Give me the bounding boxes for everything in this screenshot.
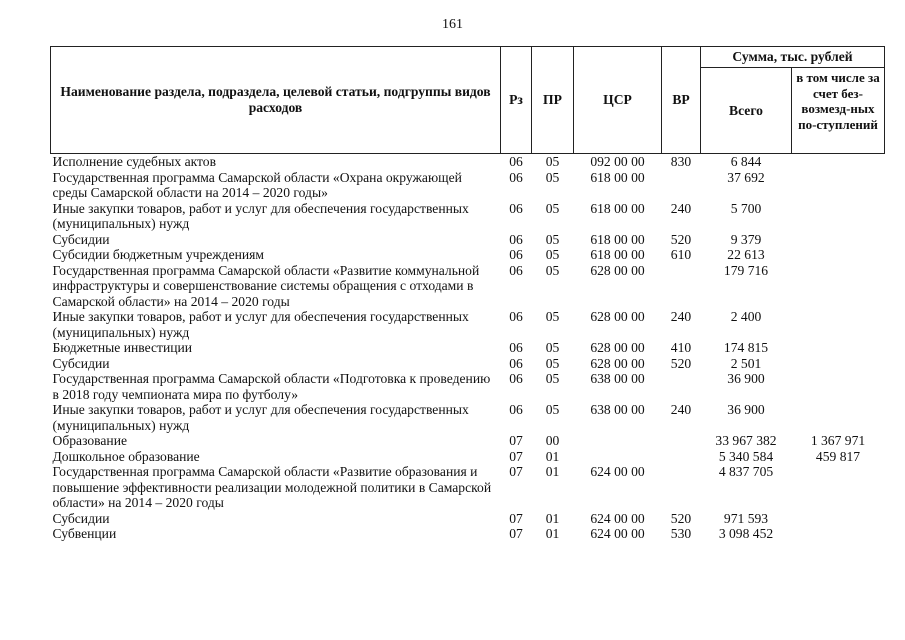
table-row: [51, 511, 885, 527]
cell-incl: [792, 263, 885, 310]
cell-rz: 06: [509, 247, 523, 262]
cell-incl: [792, 201, 885, 232]
cell-name: Субсидии: [52, 231, 110, 247]
header-sum-group: Сумма, тыс. рублей: [701, 47, 885, 68]
cell-name: Субсидии бюджетным учреждениям: [52, 247, 265, 262]
cell-name: Иные закупки товаров, работ и услуг для обеспечения государственных (муниципальных) нужд: [52, 402, 469, 433]
cell-rz: 07: [509, 526, 523, 541]
cell-rz: 06: [509, 309, 523, 324]
cell-incl: 459 817: [815, 448, 861, 464]
cell-incl: [792, 371, 885, 402]
cell-incl: [792, 232, 885, 248]
table-row: [51, 371, 885, 402]
cell-rz: 06: [509, 200, 523, 216]
cell-name: Иные закупки товаров, работ и услуг для обеспечения государственных (муниципальных) нужд: [52, 200, 469, 231]
cell-vr: 520: [670, 510, 692, 526]
cell-vr: [662, 449, 701, 465]
table-row: [51, 464, 885, 511]
table-row: [51, 356, 885, 372]
cell-incl: [792, 247, 885, 263]
cell-csr: 628 00 00: [590, 262, 645, 278]
cell-rz: 07: [509, 510, 523, 526]
cell-total: 5 700: [730, 200, 762, 216]
cell-name: Государственная программа Самарской области «Охрана окружающей среды Самарской области на 2014 – 2020 годы»: [52, 169, 462, 200]
table-row: [51, 201, 885, 232]
cell-total: 3 098 452: [718, 526, 774, 541]
cell-rz: 06: [509, 355, 523, 371]
cell-vr: 240: [670, 309, 692, 324]
cell-incl: [792, 154, 885, 170]
cell-total: 174 815: [723, 340, 769, 355]
cell-name: Бюджетные инвестиции: [52, 340, 193, 355]
cell-csr: 624 00 00: [590, 526, 645, 541]
cell-name: Иные закупки товаров, работ и услуг для обеспечения государственных (муниципальных) нужд: [52, 309, 469, 340]
cell-name: Субсидии: [52, 355, 110, 371]
cell-vr: 240: [670, 200, 692, 216]
cell-rz: 07: [509, 464, 523, 479]
cell-csr: 092 00 00: [590, 154, 645, 169]
cell-total: 6 844: [730, 154, 762, 169]
cell-csr: 618 00 00: [590, 247, 645, 262]
cell-pr: 05: [545, 169, 560, 185]
cell-incl: [792, 402, 885, 433]
cell-vr: 610: [670, 247, 692, 262]
cell-incl: [792, 309, 885, 340]
cell-pr: 01: [545, 464, 560, 479]
header-name: Наименование раздела, подраздела, целевой статьи, подгруппы видов расходов: [51, 47, 501, 154]
cell-pr: 05: [545, 402, 560, 417]
cell-total: 37 692: [727, 169, 765, 185]
cell-pr: 05: [545, 247, 560, 262]
cell-incl: [792, 170, 885, 201]
header-incl: в том числе за счет без-возмезд-ных по-ступлений: [792, 68, 885, 154]
cell-vr: 410: [670, 340, 692, 355]
cell-pr: 05: [545, 340, 560, 355]
table-row: [51, 449, 885, 465]
cell-total: 33 967 382: [715, 433, 777, 448]
cell-pr: 05: [545, 309, 560, 324]
cell-csr: 628 00 00: [590, 355, 645, 371]
table-body: [51, 154, 885, 542]
cell-rz: 06: [509, 340, 523, 355]
cell-vr: [662, 433, 701, 449]
cell-total: 2 501: [730, 355, 762, 371]
table-header: [51, 47, 885, 154]
cell-vr: 520: [670, 231, 692, 247]
cell-rz: 07: [509, 448, 523, 464]
table-row: [51, 402, 885, 433]
cell-vr: 830: [670, 154, 692, 169]
cell-rz: 06: [509, 262, 523, 278]
cell-pr: 05: [545, 231, 560, 247]
cell-pr: 01: [545, 448, 560, 464]
cell-vr: [662, 464, 701, 511]
cell-rz: 06: [509, 231, 523, 247]
cell-total: 22 613: [727, 247, 765, 262]
table-row: [51, 340, 885, 356]
cell-total: 36 900: [727, 402, 765, 417]
cell-incl: [792, 356, 885, 372]
cell-name: Дошкольное образование: [52, 448, 200, 464]
table-row: [51, 247, 885, 263]
cell-total: 9 379: [730, 231, 762, 247]
table-row: [51, 170, 885, 201]
cell-incl: [792, 464, 885, 511]
cell-pr: 01: [545, 510, 560, 526]
header-total: Всего: [701, 68, 792, 154]
cell-name: Субвенции: [52, 526, 117, 541]
header-vr: ВР: [662, 47, 701, 154]
cell-csr: 638 00 00: [590, 402, 645, 417]
header-csr: ЦСР: [574, 47, 662, 154]
table-row: [51, 433, 885, 449]
cell-incl: [792, 340, 885, 356]
cell-vr: [662, 263, 701, 310]
cell-csr: 628 00 00: [590, 340, 645, 355]
cell-vr: 520: [670, 355, 692, 371]
cell-pr: 01: [545, 526, 560, 541]
cell-csr: 624 00 00: [590, 510, 645, 526]
cell-pr: 05: [545, 371, 560, 386]
cell-rz: 06: [509, 402, 523, 417]
cell-incl: [792, 511, 885, 527]
cell-name: Субсидии: [52, 510, 110, 526]
cell-csr: 618 00 00: [590, 200, 645, 216]
cell-vr: 240: [670, 402, 692, 417]
cell-incl: [792, 526, 885, 542]
cell-total: 2 400: [730, 309, 762, 324]
cell-pr: 05: [545, 154, 560, 169]
cell-vr: 530: [670, 526, 692, 541]
table-row: [51, 154, 885, 170]
cell-pr: 05: [545, 355, 560, 371]
cell-total: 36 900: [727, 371, 765, 386]
cell-total: 971 593: [723, 510, 769, 526]
cell-name: Образование: [52, 433, 128, 448]
cell-rz: 07: [509, 433, 523, 448]
table-row: [51, 263, 885, 310]
cell-csr: 624 00 00: [590, 464, 645, 479]
page-number: 161: [442, 17, 463, 32]
cell-pr: 05: [545, 200, 560, 216]
cell-total: 5 340 584: [718, 448, 774, 464]
table-row: [51, 526, 885, 542]
cell-rz: 06: [509, 371, 523, 386]
cell-pr: 05: [545, 262, 560, 278]
cell-csr: 638 00 00: [590, 371, 645, 386]
cell-name: Государственная программа Самарской области «Развитие образования и повышение эффективности реализации молодежной политики в Самарской области» на 2014 – 2020 годы: [52, 464, 492, 510]
cell-name: Государственная программа Самарской области «Развитие коммунальной инфраструктуры и совершенствование системы обращения с отходами в Самарской области» на 2014 – 2020 годы: [52, 262, 480, 309]
table-row: [51, 309, 885, 340]
cell-csr: 628 00 00: [590, 309, 645, 324]
cell-csr: [574, 433, 662, 449]
cell-rz: 06: [509, 154, 523, 169]
cell-pr: 00: [545, 433, 560, 448]
table-row: [51, 232, 885, 248]
header-pr: ПР: [532, 47, 574, 154]
header-rz: Рз: [501, 47, 532, 154]
cell-csr: [574, 449, 662, 465]
cell-vr: [662, 170, 701, 201]
cell-rz: 06: [509, 169, 523, 185]
cell-csr: 618 00 00: [590, 169, 645, 185]
cell-incl: 1 367 971: [810, 433, 866, 448]
cell-csr: 618 00 00: [590, 231, 645, 247]
cell-total: 179 716: [723, 262, 769, 278]
cell-name: Исполнение судебных актов: [52, 154, 217, 169]
budget-table: [50, 46, 885, 542]
cell-total: 4 837 705: [718, 464, 774, 479]
cell-name: Государственная программа Самарской области «Подготовка к проведению в 2018 году чемпионата мира по футболу»: [52, 371, 491, 402]
cell-vr: [662, 371, 701, 402]
